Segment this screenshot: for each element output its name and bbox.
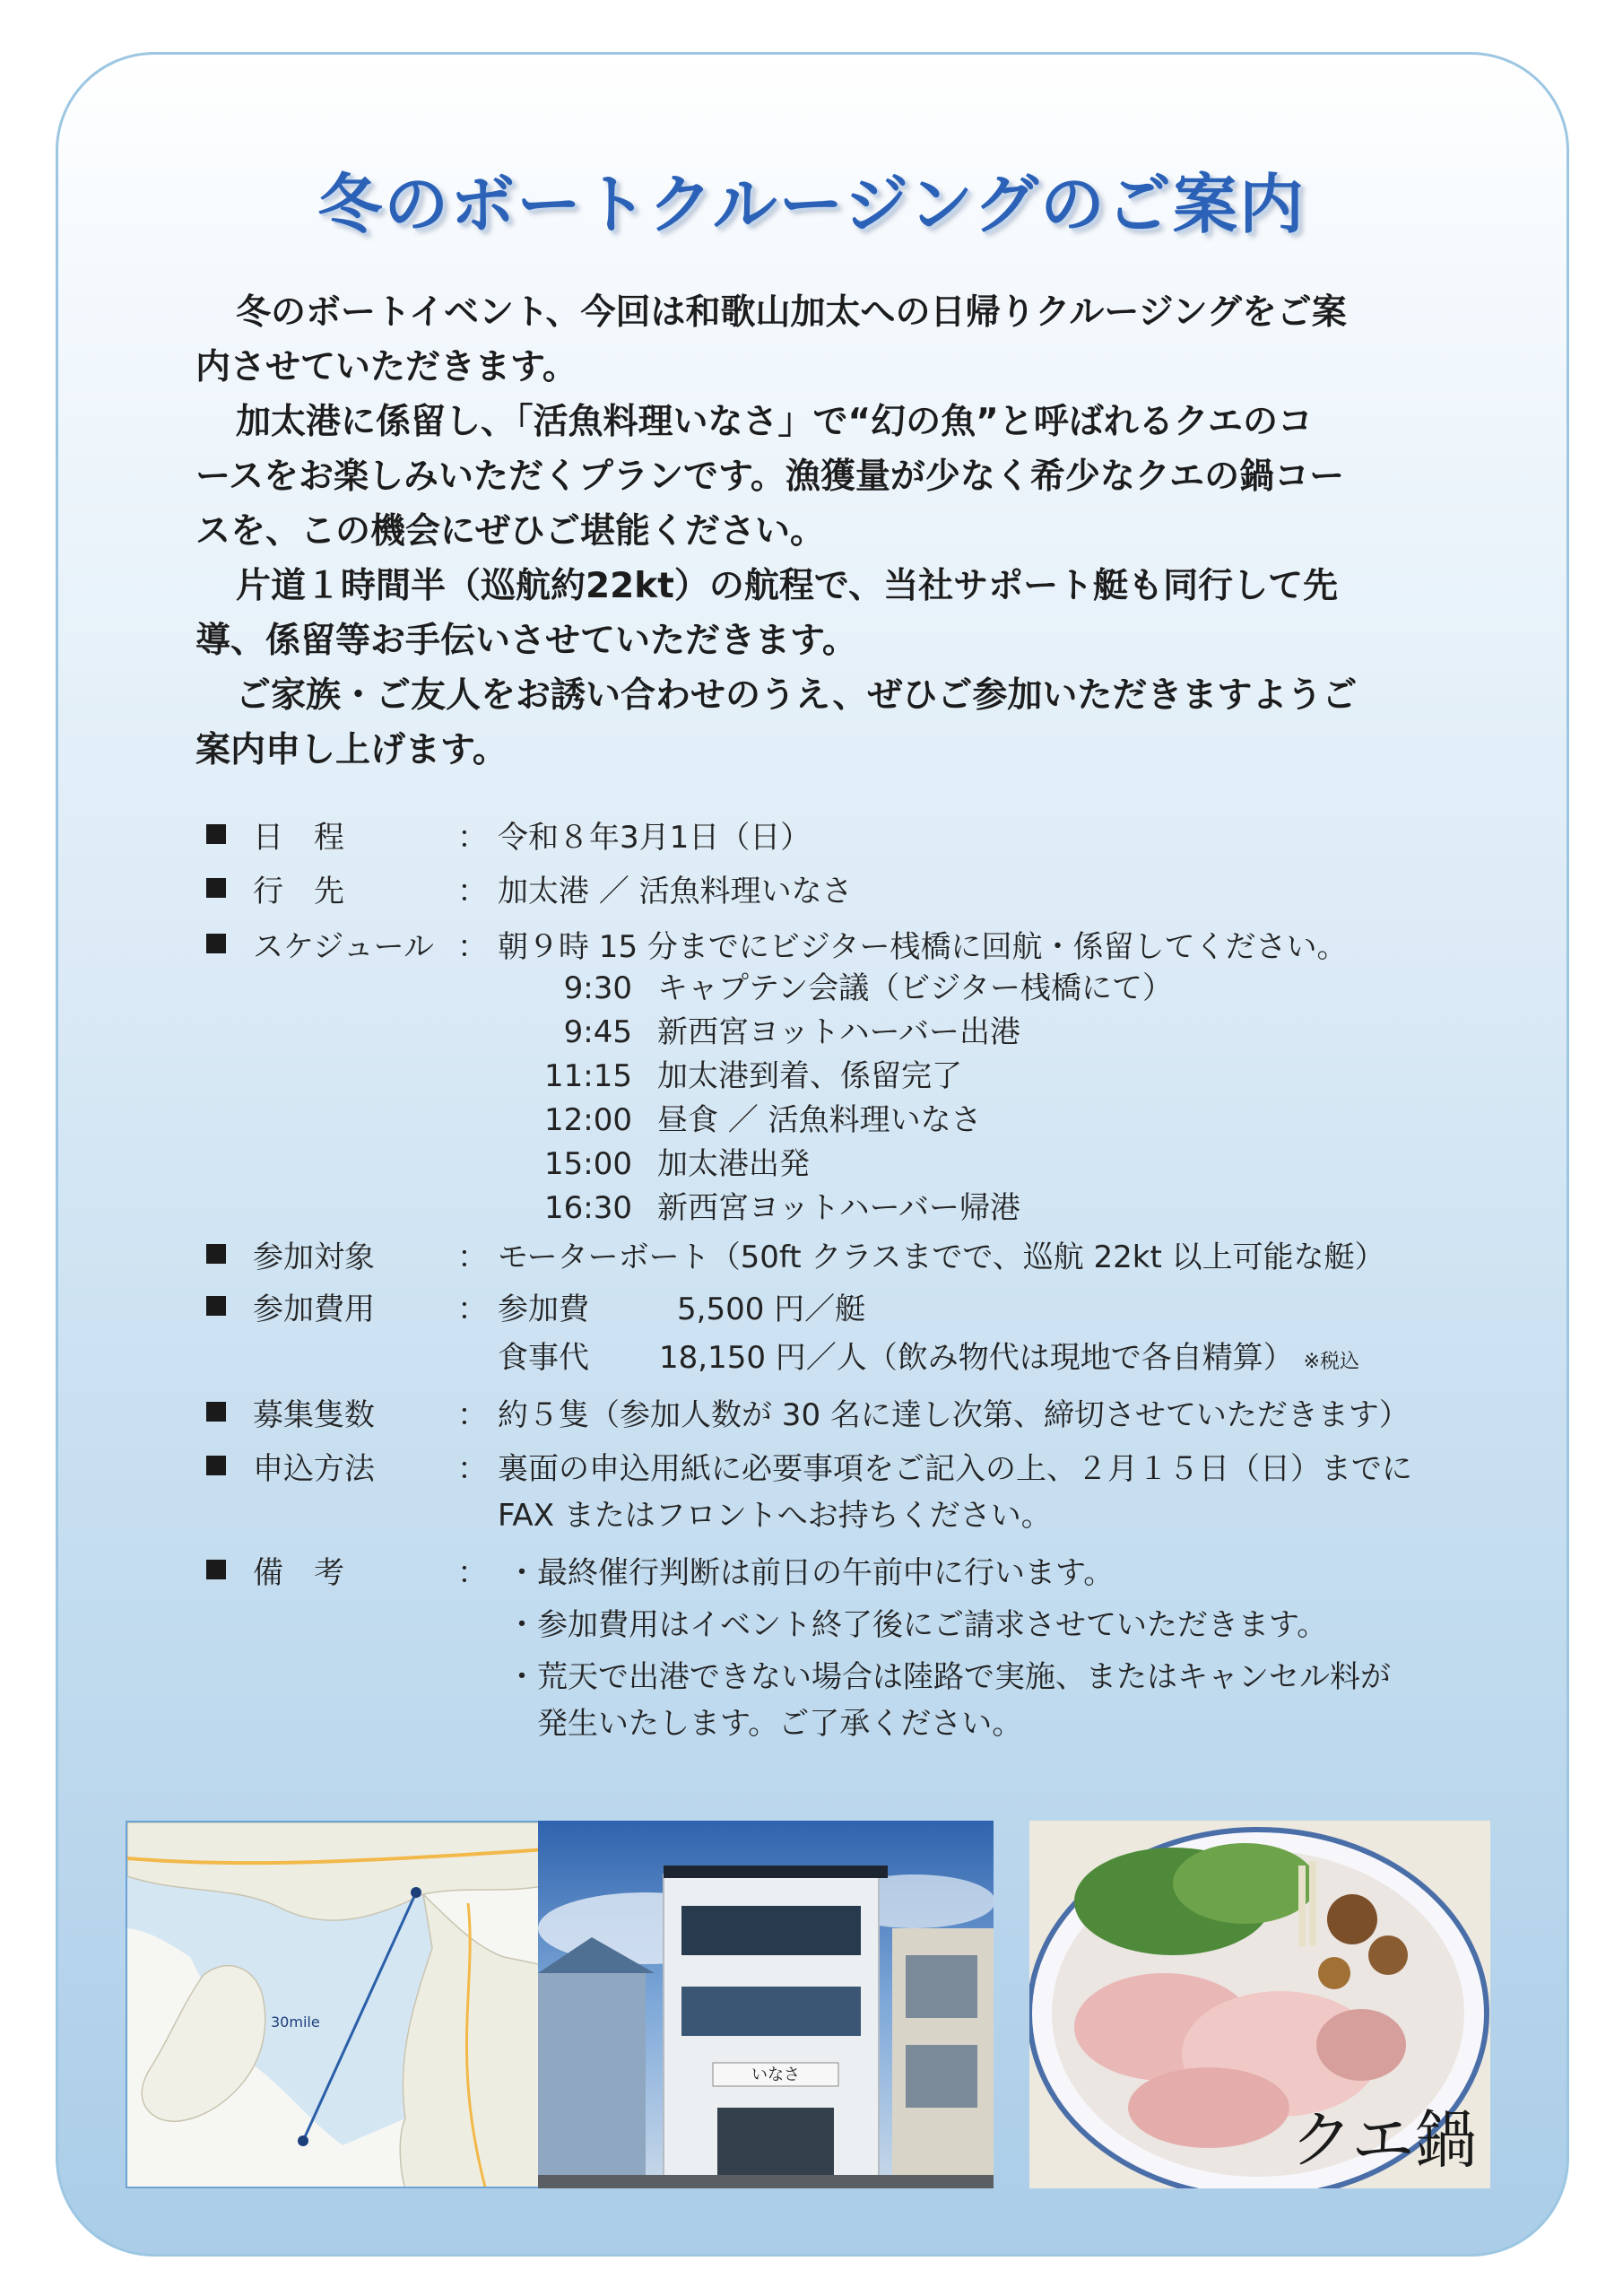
detail-value: 約５隻（参加人数が 30 名に達し次第、締切させていただきます） — [498, 1397, 1410, 1433]
detail-label: スケジュール — [253, 929, 434, 965]
colon: ： — [457, 929, 488, 965]
intro-line: 案内申し上げます。 — [195, 730, 508, 770]
bullet-square — [206, 1560, 226, 1579]
schedule-item — [498, 963, 1173, 1007]
apply-line-2: FAX またはフロントへお持ちください。 — [498, 1498, 1052, 1534]
detail-label: 日 程 — [253, 820, 344, 856]
schedule-time: 12:00 — [544, 1102, 632, 1138]
schedule-desc: 加太港到着、係留完了 — [657, 1058, 962, 1094]
intro-text — [195, 285, 1451, 778]
note-item: ・最終催行判断は前日の午前中に行います。 — [507, 1555, 1115, 1591]
intro-paragraph-1 — [195, 285, 1451, 395]
colon: ： — [457, 1397, 488, 1433]
fee-line-2 — [498, 1333, 1359, 1377]
intro-line: 加太港に係留し、「活魚料理いなさ」で“幻の魚”と呼ばれるクエのコ — [236, 402, 1313, 442]
schedule-intro: 朝９時 15 分までにビジター桟橋に回航・係留してください。 — [498, 929, 1348, 965]
bullet-square — [206, 878, 226, 898]
schedule-desc: 新西宮ヨットハーバー帰港 — [657, 1190, 1020, 1226]
detail-value: 加太港 ／ 活魚料理いなさ — [498, 874, 853, 909]
kue-nabe-label: クエ鍋 — [1289, 2103, 1478, 2177]
intro-line: ご家族・ご友人をお誘い合わせのうえ、ぜひご参加いただきますようご — [236, 675, 1358, 716]
fee-name: 食事代 — [498, 1340, 589, 1376]
bullet-square — [206, 1402, 226, 1422]
fee-amount: 18,150 円／人（飲み物代は現地で各自精算） — [659, 1340, 1294, 1376]
detail-value: 裏面の申込用紙に必要事項をご記入の上、２月１５日（日）までに — [498, 1451, 1412, 1487]
map-illustration — [127, 1822, 545, 2188]
fee-amount: 5,500 円／艇 — [677, 1292, 866, 1327]
detail-label: 参加費用 — [253, 1292, 375, 1327]
schedule-desc: 昼食 ／ 活魚料理いなさ — [657, 1102, 982, 1138]
kue-nabe-photo — [1029, 1821, 1490, 2188]
intro-paragraph-4 — [195, 668, 1451, 778]
intro-line: スを、この機会にぜひご堪能ください。 — [195, 511, 826, 552]
colon: ： — [457, 820, 488, 856]
bullet-square — [206, 1296, 226, 1316]
detail-label: 行 先 — [253, 874, 344, 909]
note-item: 発生いたします。ご了承ください。 — [507, 1706, 1023, 1742]
note-item: ・荒天で出港できない場合は陸路で実施、またはキャンセル料が — [507, 1659, 1391, 1695]
bullet-square — [206, 824, 226, 844]
shop-sign-text: いなさ — [751, 2066, 800, 2084]
detail-label: 申込方法 — [253, 1451, 375, 1487]
kue-nabe-illustration — [1029, 1821, 1490, 2188]
detail-label: 募集隻数 — [253, 1397, 375, 1433]
bullet-square — [206, 934, 226, 953]
colon: ： — [457, 874, 488, 909]
colon: ： — [457, 1239, 488, 1275]
schedule-desc: 加太港出発 — [657, 1146, 810, 1182]
schedule-time: 16:30 — [544, 1190, 632, 1226]
map-distance-label: 30mile — [271, 2013, 320, 2031]
schedule-item — [498, 1183, 1020, 1227]
page-title: 冬のボートクルージングのご案内 — [317, 167, 1306, 242]
route-map-image — [126, 1821, 545, 2188]
intro-line: 冬のボートイベント、今回は和歌山加太への日帰りクルージングをご案 — [236, 292, 1347, 333]
intro-paragraph-3 — [195, 559, 1451, 668]
schedule-item — [498, 1139, 810, 1183]
colon: ： — [457, 1451, 488, 1487]
schedule-time: 11:15 — [544, 1058, 632, 1094]
detail-label: 備 考 — [253, 1555, 344, 1591]
intro-line: ースをお楽しみいただくプランです。漁獲量が少なく希少なクエの鍋コー — [195, 457, 1345, 497]
fee-name: 参加費 — [498, 1292, 589, 1327]
schedule-time: 9:45 — [563, 1014, 632, 1050]
schedule-item — [498, 1051, 962, 1095]
detail-value: モーターボート（50ft クラスまでで、巡航 22kt 以上可能な艇） — [498, 1239, 1385, 1275]
fee-line-1 — [498, 1284, 865, 1328]
schedule-item — [498, 1007, 1020, 1051]
schedule-desc: 新西宮ヨットハーバー出港 — [657, 1014, 1020, 1050]
colon: ： — [457, 1292, 488, 1327]
schedule-time: 9:30 — [563, 970, 632, 1006]
detail-label: 参加対象 — [253, 1239, 375, 1275]
colon: ： — [457, 1555, 488, 1591]
schedule-desc: キャプテン会議（ビジター桟橋にて） — [657, 970, 1173, 1006]
tax-note: ※税込 — [1303, 1351, 1360, 1373]
schedule-item — [498, 1095, 982, 1139]
note-item: ・参加費用はイベント終了後にご請求させていただきます。 — [507, 1607, 1328, 1643]
restaurant-photo — [538, 1821, 994, 2188]
schedule-time: 15:00 — [544, 1146, 632, 1182]
bullet-square — [206, 1456, 226, 1475]
restaurant-illustration — [538, 1821, 994, 2188]
intro-paragraph-2 — [195, 395, 1451, 559]
bullet-square — [206, 1244, 226, 1264]
detail-value: 令和８年3月1日（日） — [498, 820, 812, 856]
intro-line: 導、係留等お手伝いさせていただきます。 — [195, 621, 857, 661]
intro-line: 内させていただきます。 — [195, 347, 577, 387]
intro-line: 片道１時間半（巡航約22kt）の航程で、当社サポート艇も同行して先 — [236, 566, 1339, 606]
